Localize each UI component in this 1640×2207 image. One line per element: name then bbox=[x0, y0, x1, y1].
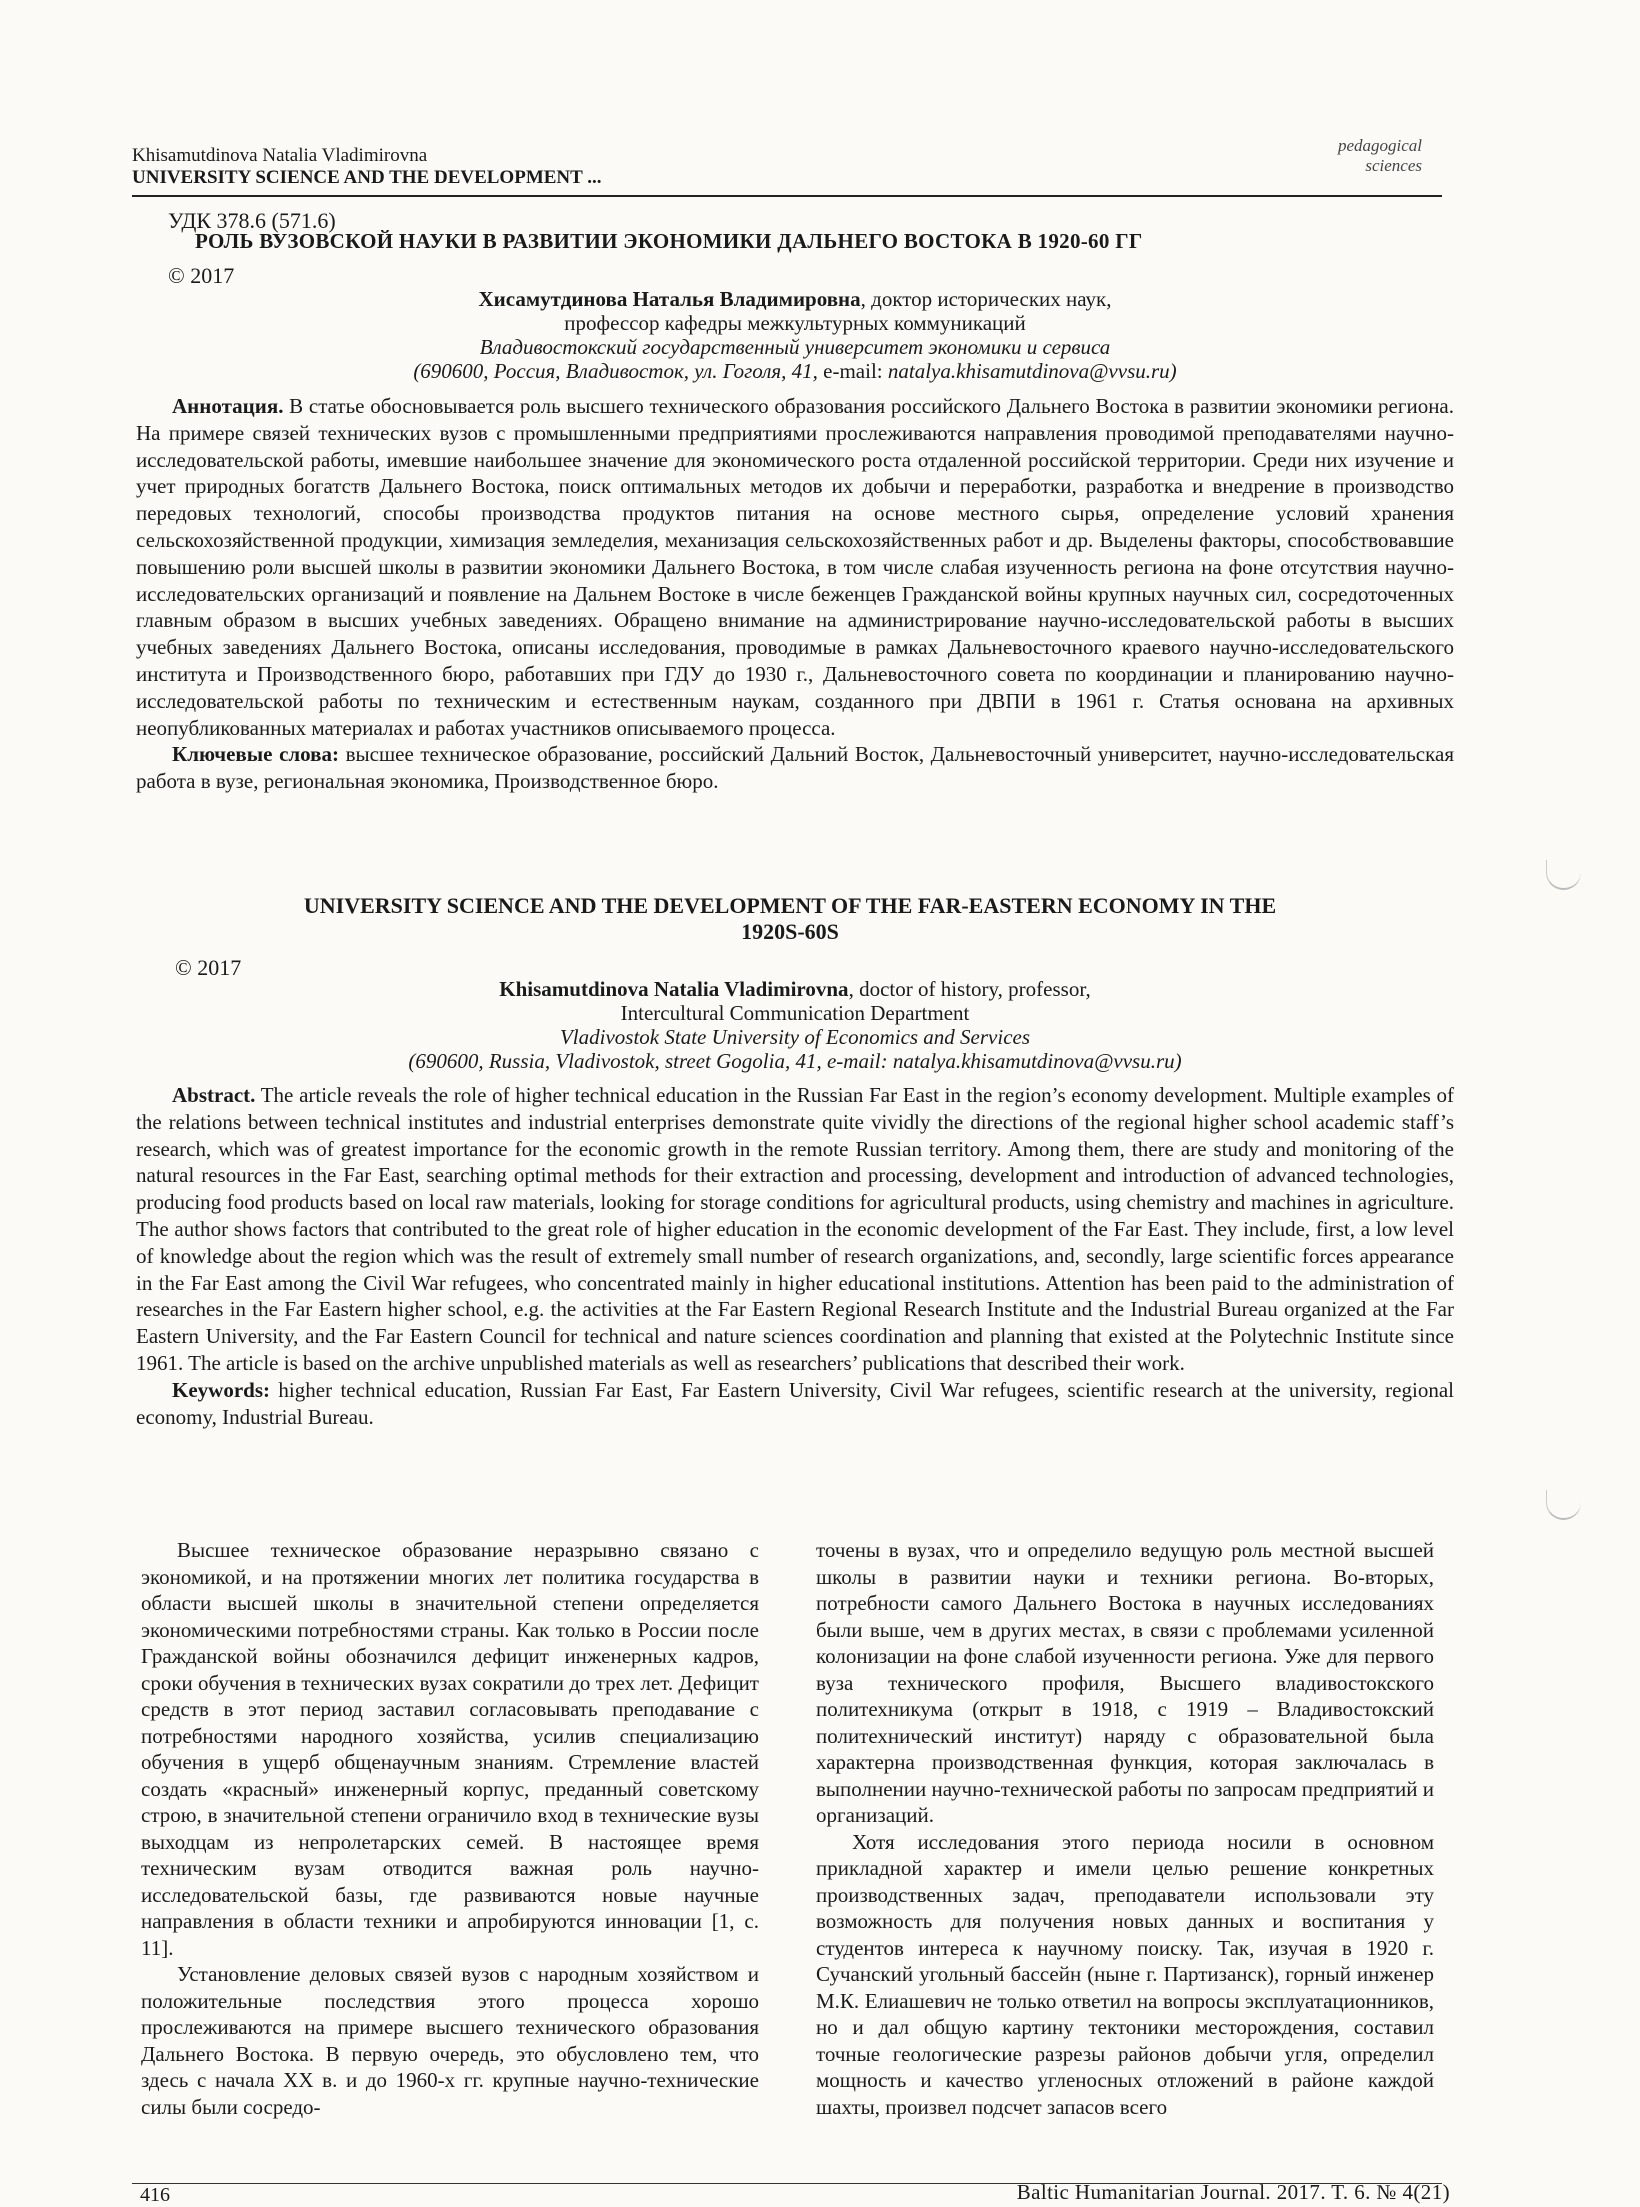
copyright-ru: © 2017 bbox=[168, 263, 235, 288]
journal-citation: Baltic Humanitarian Journal. 2017. T. 6. № 4(21) bbox=[1016, 2180, 1450, 2204]
body-column-left bbox=[141, 1537, 759, 2120]
keywords-text-en: higher technical education, Russian Far East, Far Eastern University, Civil War refugees, scientific research at the university, regional economy, Industrial Bureau. bbox=[136, 1377, 1454, 1429]
abstract-label-ru: Аннотация. bbox=[172, 394, 284, 418]
body-paragraph: Хотя исследования этого периода носили в основном прикладной характер и имели целью решение конкретных производственных задач, преподаватели использовали эту возможность для получения новых данных и воспитания у студентов интереса к научному поиску. Так, изучая в 1920 г. Сучанский угольный бассейн (ныне г. Партизанск), горный инженер М.К. Елиашевич не только ответил на вопросы эксплуатационников, но и дал общую картину тектоники месторождения, составил точные геологические разрезы районов добычи угля, определил мощность и качество угленосных отложений в районе каждой шахты, произвел подсчет запасов всего bbox=[816, 1829, 1434, 2119]
abstract-en bbox=[136, 1082, 1454, 1430]
author-degree-en: , doctor of history, professor, bbox=[848, 977, 1091, 1001]
institution-en: Vladivostok State University of Economics and Services bbox=[559, 1025, 1031, 1049]
keywords-label-ru: Ключевые слова: bbox=[172, 742, 339, 767]
header-author: Khisamutdinova Natalia Vladimirovna bbox=[132, 145, 428, 166]
email-label-ru: e-mail: bbox=[817, 359, 888, 383]
address-en: (690600, Russia, Vladivostok, street Gogolia, 41, e-mail: natalya.khisamutdinova@vvsu.ru) bbox=[408, 1049, 1182, 1073]
copyright-en: © 2017 bbox=[175, 955, 242, 980]
running-header bbox=[132, 145, 601, 189]
body-paragraph: Высшее техническое образование неразрывно связано с экономикой, и на протяжении многих лет политика государства в области высшей школы в значительной степени определяется экономическими потребностями страны. Как только в России после Гражданской войны обозначился дефицит инженерных кадров, сроки обучения в технических вузах сократили до трех лет. Дефицит средств в этот период заставил согласовывать преподавание с потребностями народного хозяйства, усилив специализацию обучения в ущерб общенаучным знаниям. Стремление властей создать «красный» инженерный корпус, преданный советскому строю, в значительной степени ограничило вход в технические вузы выходцам из непролетарских семей. В настоящее время техническим вузам отводится важная роль научно-исследовательской базы, где развиваются новые научные направления в области техники и апробируются инновации [1, с. 11]. bbox=[141, 1538, 759, 1960]
author-position-ru: профессор кафедры межкультурных коммуникаций bbox=[564, 311, 1026, 335]
section-label bbox=[1338, 136, 1422, 176]
keywords-text-ru: высшее техническое образование, российский Дальний Восток, Дальневосточный университет, научно-исследовательская работа в вузе, региональная экономика, Производственное бюро. bbox=[136, 742, 1454, 794]
author-block-ru bbox=[136, 287, 1454, 383]
body-paragraph: точены в вузах, что и определило ведущую роль местной высшей школы в развитии науки и техники региона. Во-вторых, потребности самого Дальнего Востока в научных исследованиях были выше, чем в других местах, в связи с проблемами усиленной колонизации на фоне слабой изученности региона. Уже для первого вуза технического профиля, Высшего владивостокского политехникума (открыт в 1918, с 1919 – Владивостокский политехнический институт) наряду с образовательной была характерна производственная функция, которая заключалась в выполнении научно-технической работы по запросам предприятий и организаций. bbox=[816, 1538, 1434, 1827]
institution-ru: Владивостокский государственный университет экономики и сервиса bbox=[479, 335, 1111, 359]
udc-code: УДК 378.6 (571.6) bbox=[168, 208, 336, 233]
abstract-ru bbox=[136, 393, 1454, 795]
section-label-line2: sciences bbox=[1365, 156, 1422, 175]
body-column-right bbox=[816, 1537, 1434, 2120]
header-divider bbox=[132, 195, 1442, 197]
article-title-en: UNIVERSITY SCIENCE AND THE DEVELOPMENT OF THE FAR-EASTERN ECONOMY IN THE 1920S-60S bbox=[303, 893, 1277, 944]
punch-hole-mark bbox=[1546, 860, 1581, 890]
abstract-text-ru: В статье обосновывается роль высшего технического образования российского Дальнего Востока в развитии экономики региона. На примере связей технических вузов с промышленными предприятиями прослеживаются направления проводимой преподавателями научно-исследовательской работы, имевшие наибольшее значение для экономического роста отдаленной российской территории. Среди них изучение и учет природных богатств Дальнего Востока, поиск оптимальных методов их добычи и переработки, разработка и внедрение в производство передовых технологий, способы производства продуктов питания на основе местного сырья, определение условий хранения сельскохозяйственной продукции, химизация земледелия, механизация сельскохозяйственных работ и др. Выделены факторы, способствовавшие повышению роли высшей школы в развитии экономики Дальнего Востока, в том числе слабая изученность региона на фоне отсутствия научно-исследовательских организаций и появление на Дальнем Востоке в числе беженцев Гражданской войны крупных научных сил, сосредоточенных главным образом в высших учебных заведениях. Обращено внимание на администрирование научно-исследовательской работы в высших учебных заведениях Дальнего Востока, описаны исследования, проводимые в рамках Дальневосточного краевого научно-исследовательского института и Производственного бюро, работавших при ГДУ до 1930 г., Дальневосточного совета по координации и планированию научно-исследовательской работы по техническим и естественным наукам, созданного при ДВПИ в 1961 г. Статья основана на архивных неопубликованных материалах и работах участников описываемого процесса. bbox=[136, 394, 1454, 740]
author-block-en bbox=[136, 977, 1454, 1073]
department-en: Intercultural Communication Department bbox=[620, 1001, 970, 1025]
keywords-label-en: Keywords: bbox=[172, 1377, 270, 1402]
body-paragraph: Установление деловых связей вузов с народным хозяйством и положительные последствия этого процесса хорошо прослеживаются на примере высшего технического образования Дальнего Востока. В первую очередь, это обусловлено тем, что здесь с начала XX в. и до 1960-х гг. крупные научно-технические силы были сосредо- bbox=[141, 1962, 759, 2119]
article-title-ru: РОЛЬ ВУЗОВСКОЙ НАУКИ В РАЗВИТИИ ЭКОНОМИКИ ДАЛЬНЕГО ВОСТОКА В 1920-60 ГГ bbox=[195, 229, 1143, 253]
author-name-ru: Хисамутдинова Наталья Владимировна bbox=[478, 287, 861, 311]
page-number: 416 bbox=[140, 2184, 170, 2206]
header-title: UNIVERSITY SCIENCE AND THE DEVELOPMENT ... bbox=[132, 167, 602, 188]
author-name-en: Khisamutdinova Natalia Vladimirovna bbox=[499, 977, 849, 1001]
abstract-label-en: Abstract. bbox=[172, 1083, 256, 1107]
address-ru: (690600, Россия, Владивосток, ул. Гоголя, 41, bbox=[413, 359, 818, 383]
email-ru: natalya.khisamutdinova@vvsu.ru) bbox=[887, 359, 1177, 383]
punch-hole-mark bbox=[1546, 1490, 1581, 1520]
section-label-line1: pedagogical bbox=[1337, 136, 1422, 155]
abstract-text-en: The article reveals the role of higher technical education in the Russian Far East in the region’s economy development. Multiple examples of the relations between technical institutes and industrial enterprises demonstrate quite vividly the directions of the regional higher school academic staff’s research, which was of greatest importance for the economic growth in the remote Russian territory. Among them, there are study and monitoring of the natural resources in the Far East, searching optimal methods for their extraction and processing, development and introduction of advanced technologies, producing food products based on local raw materials, looking for storage conditions for agricultural products, using chemistry and machines in agriculture. The author shows factors that contributed to the great role of higher education in the economic development of the Far East. They include, first, a low level of knowledge about the region which was the result of extremely small number of research organizations, and, secondly, large scientific forces appearance in the Far East among the Civil War refugees, who concentrated mainly in higher educational institutions. Attention has been paid to the administration of researches in the Far Eastern higher school, e.g. the activities at the Far Eastern Regional Research Institute and the Industrial Bureau organized at the Far Eastern University, and the Far Eastern Council for technical and nature sciences coordination and planning that existed at the Polytechnic Institute since 1961. The article is based on the archive unpublished materials as well as researchers’ publications that described their work. bbox=[136, 1083, 1454, 1375]
author-degree-ru: , доктор исторических наук, bbox=[860, 287, 1112, 311]
